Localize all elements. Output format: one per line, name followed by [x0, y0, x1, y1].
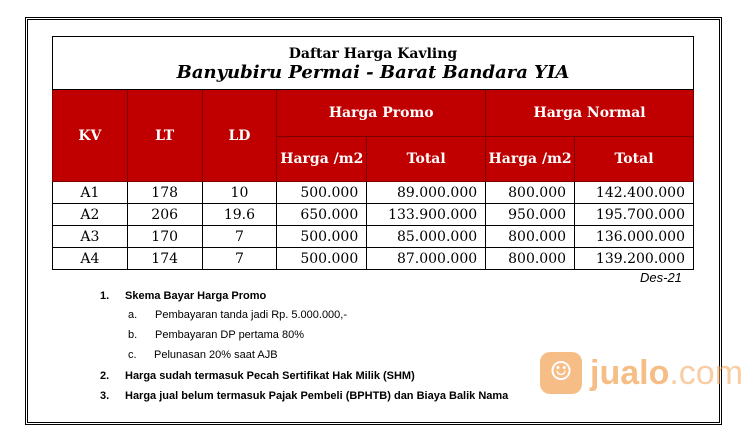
cell-promo-total: 133.900.000: [367, 204, 486, 226]
cell-ld: 7: [202, 226, 277, 248]
header-ld: LD: [202, 90, 277, 182]
cell-lt: 178: [127, 182, 202, 204]
note-3: [100, 390, 509, 402]
watermark-suffix: .com: [669, 353, 744, 392]
cell-normal-per-m2: 800.000: [486, 226, 575, 248]
cell-promo-per-m2: 500.000: [277, 226, 367, 248]
cell-promo-per-m2: 500.000: [277, 248, 367, 270]
cell-ld: 7: [202, 248, 277, 270]
cell-normal-per-m2: 800.000: [486, 182, 575, 204]
note-1c: [128, 349, 278, 361]
cell-promo-total: 85.000.000: [367, 226, 486, 248]
title-row: [53, 37, 694, 90]
note-text: Pembayaran tanda jadi Rp. 5.000.000,-: [155, 309, 348, 321]
note-num: 1.: [100, 290, 110, 302]
cell-normal-total: 195.700.000: [575, 204, 694, 226]
note-num: 2.: [100, 370, 110, 382]
cell-promo-total: 89.000.000: [367, 182, 486, 204]
cell-kv: A2: [53, 204, 128, 226]
header-promo: Harga Promo: [277, 90, 486, 137]
note-num: c.: [128, 349, 137, 361]
cell-lt: 206: [127, 204, 202, 226]
cell-kv: A3: [53, 226, 128, 248]
smile-icon: ☺: [540, 352, 582, 394]
header-lt: LT: [127, 90, 202, 182]
header-promo-total: Total: [367, 137, 486, 182]
header-normal-per-m2: Harga /m2: [486, 137, 575, 182]
table-row: [53, 248, 694, 270]
cell-promo-per-m2: 650.000: [277, 204, 367, 226]
note-text: Harga jual belum termasuk Pajak Pembeli (BPHTB) dan Biaya Balik Nama: [125, 390, 509, 402]
note-1b: [128, 329, 304, 341]
cell-lt: 170: [127, 226, 202, 248]
table-row: [53, 226, 694, 248]
header-normal-total: Total: [575, 137, 694, 182]
note-2: [100, 370, 415, 382]
table-subtitle: Banyubiru Permai - Barat Bandara YIA: [176, 61, 570, 83]
date-label: Des-21: [640, 270, 682, 285]
table-row: [53, 182, 694, 204]
cell-promo-total: 87.000.000: [367, 248, 486, 270]
note-num: 3.: [100, 390, 110, 402]
note-text: Pelunasan 20% saat AJB: [154, 349, 278, 361]
price-table: [52, 36, 694, 270]
header-kv: KV: [53, 90, 128, 182]
cell-normal-per-m2: 800.000: [486, 248, 575, 270]
cell-kv: A1: [53, 182, 128, 204]
cell-ld: 19.6: [202, 204, 277, 226]
table-title: Daftar Harga Kavling: [288, 45, 458, 62]
cell-lt: 174: [127, 248, 202, 270]
cell-normal-total: 136.000.000: [575, 226, 694, 248]
cell-normal-per-m2: 950.000: [486, 204, 575, 226]
cell-kv: A4: [53, 248, 128, 270]
cell-promo-per-m2: 500.000: [277, 182, 367, 204]
cell-normal-total: 139.200.000: [575, 248, 694, 270]
note-text: Pembayaran DP pertama 80%: [155, 329, 304, 341]
header-promo-per-m2: Harga /m2: [277, 137, 367, 182]
note-text: Skema Bayar Harga Promo: [125, 290, 267, 302]
cell-normal-total: 142.400.000: [575, 182, 694, 204]
note-1a: [128, 309, 348, 321]
table-row: [53, 204, 694, 226]
note-num: b.: [128, 329, 138, 341]
header-normal: Harga Normal: [486, 90, 694, 137]
note-text: Harga sudah termasuk Pecah Sertifikat Hak Milik (SHM): [125, 370, 415, 382]
note-1: [100, 290, 267, 302]
jualo-watermark: [540, 352, 743, 394]
watermark-brand: jualo: [590, 353, 670, 392]
note-num: a.: [128, 309, 138, 321]
cell-ld: 10: [202, 182, 277, 204]
